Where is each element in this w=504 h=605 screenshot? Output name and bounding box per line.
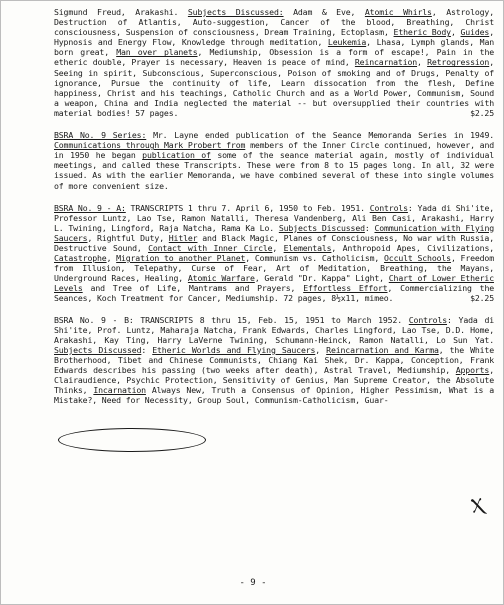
underlined-text: Subjects Discussed <box>278 222 365 233</box>
text: TRANSCRIPTS 1 thru 7. April 6, 1950 to Feb. 1951. <box>125 202 370 213</box>
underlined-text: publication of <box>142 150 211 161</box>
underlined-text: Etheric Worlds and Flying Saucers <box>152 344 316 355</box>
text: , Commercializing the Seances, Koch Treatment for Cancer, Mediumship. 72 pages, 8½x11, mimeo. <box>54 283 495 304</box>
paragraph-freud-subjects <box>54 7 494 118</box>
text: Sigmund Freud, Arakashi. <box>54 7 188 17</box>
underlined-text: Communication with Flying Saucers <box>54 222 495 243</box>
handwritten-x-mark-icon: Ⲭ <box>469 492 486 518</box>
underlined-text: Contact with Inner Circle <box>148 242 273 253</box>
text: , Hypnosis and Energy Flow, Knowledge through meditation, <box>54 27 494 48</box>
underlined-text: Guides <box>460 27 490 38</box>
text: , Astrology, Destruction of Atlantis, Auto-suggestion, Cancer of the blood, Breathing, Christ consciousness, Suspension of consciousness, Dream Training, Ectoplasm, <box>54 7 494 38</box>
series-label: BSRA No. 9 Series: <box>54 130 147 141</box>
text: , Freedom from Illusion, Telepathy, Curse of Fear, Art of Meditation, Breathing, the Mayans, Underground Races, Healing, <box>54 253 494 284</box>
underlined-text: Migration to another Planet <box>116 253 246 264</box>
underlined-text: Controls <box>408 314 448 325</box>
text: , <box>417 57 428 68</box>
underlined-text: Occult Schools <box>384 253 451 264</box>
underlined-text: Elementals <box>283 242 332 253</box>
text: : <box>141 344 153 355</box>
text: , Clairaudience, Psychic Protection, Sensitivity of Genius, Man Supreme Creator, the Absolute Thinks, <box>54 365 494 396</box>
text: Adam & Eve, <box>283 7 365 17</box>
underlined-text: Hitler <box>168 232 198 243</box>
underlined-text: Apports <box>455 365 490 375</box>
page-number: - 9 - <box>239 578 267 588</box>
hand-drawn-circle-annotation <box>58 428 206 452</box>
underlined-text: Incarnation <box>93 385 146 396</box>
text: , <box>450 27 461 38</box>
text: , <box>272 242 284 253</box>
price: $2.25 <box>470 107 494 118</box>
text: members of the Inner Circle continued, however, and in 1950 he began <box>54 140 495 161</box>
volume-label: BSRA No. 9 - B: <box>54 314 134 325</box>
underlined-text: Reincarnation and Karma <box>326 344 439 355</box>
text: and Black Magic, Planes of Consciousness, No war with Russia, Destructive Sound, <box>54 232 494 253</box>
underlined-text: Reincarnation <box>354 57 418 68</box>
underlined-text: Effortless Effort <box>303 283 388 294</box>
underlined-text: Atomic Warfare <box>187 273 255 284</box>
paragraph-9b <box>54 315 494 406</box>
text: , Gerald "Dr. Kappa" Light, <box>254 273 389 284</box>
underlined-text: Man over planets <box>116 47 198 58</box>
text: , Mediumship, Obsession is a form of escape!, Pain in the etheric double, Prayer is necessary, Heaven is peace of mind, <box>54 47 495 68</box>
text: , Seeing in spirit, Subconscious, Superconscious, Poison of smoking and of Drugs, Penalty of ignorance, Pursue the continuity of life, Learn dissocation from the flesh, Define happiness, Christ and his teachings, Catholic Church and as a World Power, Communism, Sound a weapon, China and India neglected the material -- but oversupplied their countries with material bodies! 57 pages. <box>54 57 494 118</box>
paragraph-series-intro <box>54 130 494 191</box>
text: : Yada di Shi'ite, Professor Luntz, Lao Tse, Ramon Natalli, Theresa Vandenberg, Ali Ben Casi, Arakashi, Harry L. Twining, Lingford, Raja Natcha, Rama Ka Lo. <box>54 202 494 233</box>
text: , Anthropoid Apes, Civilizations, <box>331 242 494 253</box>
underlined-text: Controls <box>369 202 408 213</box>
text: , Rightful Duty, <box>87 232 169 243</box>
text: TRANSCRIPTS 8 thru 15, Feb. 15, 1951 to March 1952. <box>133 314 409 325</box>
underlined-text: Communications through Mark Probert from <box>54 140 246 151</box>
underlined-text: Subjects Discussed: <box>187 7 284 17</box>
underlined-text: Etheric Body <box>393 27 451 38</box>
text: and Tree of Life, Mantrams and Prayers, <box>82 283 304 294</box>
underlined-text: Atomic Whirls <box>364 7 432 17</box>
text: , <box>315 344 327 355</box>
underlined-text: Catastrophe <box>54 253 107 264</box>
text: , Communism vs. Catholicism, <box>245 253 385 264</box>
underlined-text: Retrogression <box>427 57 490 68</box>
text: : <box>364 222 375 233</box>
text: , Lhasa, Lymph glands, Man born great, <box>54 37 495 58</box>
text: Mr. Layne ended publication of the Seance Memoranda Series in 1949. <box>146 130 495 141</box>
paragraph-9a <box>54 203 494 304</box>
document-body <box>54 7 494 405</box>
volume-label: BSRA No. 9 - A: <box>54 202 126 213</box>
text: , <box>106 253 117 264</box>
text: some of the seance material again, mostly of individual meetings, and called these Transcripts. These were from 8 to 15 pages long. In all, 32 were issued. As with the earlier Memoranda, we have combined several of these into single volumes of more convenient size. <box>54 150 495 191</box>
price: $2.25 <box>470 293 494 304</box>
underlined-text: Leukemia <box>327 37 367 48</box>
underlined-text: Subjects Discussed <box>54 344 142 355</box>
text: Always New, Truth a Consensus of Opinion, Higher Pessimism, What is a Mistake?, Need for Necessity, Group Soul, Communism-Catholicism, Guar- <box>54 385 494 406</box>
text: : Yada di Shi'ite, Prof. Luntz, Maharaja Natcha, Frank Edwards, Charles Lingford, Lao Tse, D.D. Home, Arakashi, Kay Ting, Harry LaVerne Twining, Schumann-Heinck, Ramon Natalli, Lo Sun Yat. <box>54 314 494 345</box>
underlined-text: Chart of Lower Etheric Levels <box>54 273 494 294</box>
text: , the White Brotherhood, Tibet and Chinese Communists, Chiang Kai Shek, Dr. Kappa, Conception, Frank Edwards describes his passing (two weeks after death), Astral Travel, Mediumship, <box>54 344 494 375</box>
